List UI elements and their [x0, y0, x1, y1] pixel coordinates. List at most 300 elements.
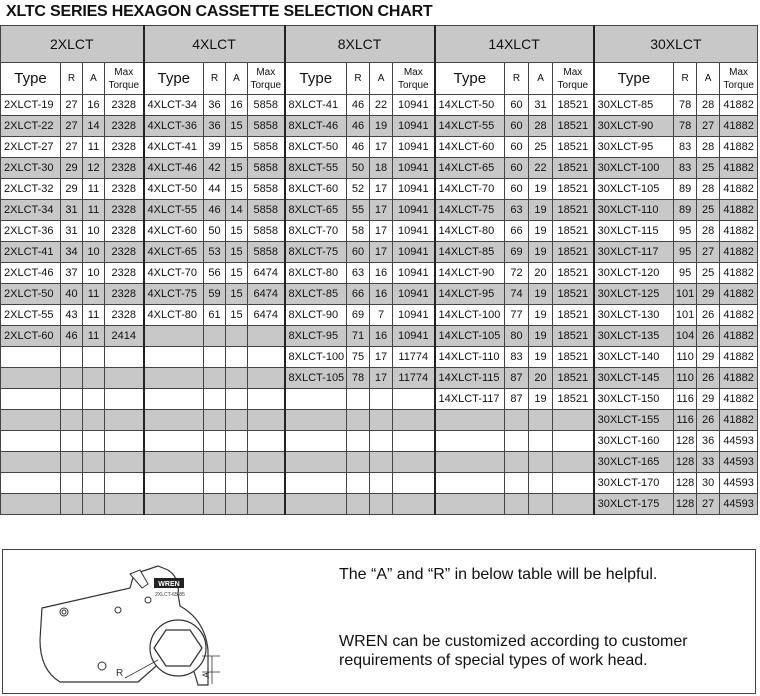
cell-max-torque [105, 389, 144, 410]
cell-max-torque: 18521 [553, 326, 594, 347]
cell-max-torque: 2328 [105, 263, 144, 284]
cell-a: 25 [697, 158, 720, 179]
cell-type [1, 494, 61, 515]
cell-max-torque: 5858 [248, 137, 285, 158]
cell-r: 31 [61, 200, 83, 221]
cell-max-torque: 18521 [553, 158, 594, 179]
cell-max-torque [393, 389, 435, 410]
cell-r [204, 494, 226, 515]
table-row [1, 494, 758, 515]
cell-type: 14XLCT-70 [435, 179, 505, 200]
cell-a [83, 347, 105, 368]
mount-hole-2 [62, 610, 66, 614]
cell-max-torque: 5858 [248, 179, 285, 200]
column-header-max-torque [105, 63, 144, 95]
cell-a: 15 [226, 242, 248, 263]
note-customization: WREN can be customized according to customer requirements of special types of work head. [339, 633, 688, 669]
cell-a: 16 [370, 284, 393, 305]
cell-a: 11 [83, 305, 105, 326]
cell-type: 2XLCT-22 [1, 116, 61, 137]
cell-r [61, 389, 83, 410]
cell-a: 10 [83, 242, 105, 263]
cell-a: 19 [370, 116, 393, 137]
cell-type: 14XLCT-100 [435, 305, 505, 326]
column-header-r: R [204, 63, 226, 95]
cell-a [370, 389, 393, 410]
column-header-max-label: Max [256, 66, 276, 78]
table-row [1, 347, 758, 368]
cell-r: 60 [347, 242, 370, 263]
cell-max-torque: 18521 [553, 389, 594, 410]
cell-type: 30XLCT-160 [594, 431, 674, 452]
cell-type: 14XLCT-95 [435, 284, 505, 305]
cell-r: 128 [674, 431, 697, 452]
cell-type: 2XLCT-55 [1, 305, 61, 326]
cell-a: 19 [529, 305, 553, 326]
table-row [1, 95, 758, 116]
cell-max-torque: 10941 [393, 158, 435, 179]
cell-r [61, 368, 83, 389]
cell-max-torque: 2328 [105, 284, 144, 305]
cell-type [144, 368, 204, 389]
cell-a: 17 [370, 221, 393, 242]
cell-max-torque: 2328 [105, 305, 144, 326]
column-header-torque-label: Torque [557, 79, 589, 91]
cell-r: 83 [505, 347, 529, 368]
dimension-a-label: A [201, 671, 211, 678]
part-number-text: 2XLCT-65-85 [155, 592, 185, 598]
cell-a [370, 473, 393, 494]
cell-r [347, 452, 370, 473]
cell-a: 25 [529, 137, 553, 158]
cell-r: 63 [505, 200, 529, 221]
cell-type: 2XLCT-27 [1, 137, 61, 158]
table-row [1, 179, 758, 200]
cell-a: 19 [529, 326, 553, 347]
cell-r: 87 [505, 368, 529, 389]
cell-type: 2XLCT-41 [1, 242, 61, 263]
cell-max-torque: 10941 [393, 305, 435, 326]
cell-max-torque [393, 410, 435, 431]
cell-max-torque: 41882 [720, 200, 758, 221]
cell-r: 110 [674, 347, 697, 368]
cell-type [1, 347, 61, 368]
cell-type [285, 410, 347, 431]
cell-r: 60 [505, 116, 529, 137]
cell-a [529, 452, 553, 473]
cell-max-torque: 41882 [720, 95, 758, 116]
cell-a: 11 [83, 326, 105, 347]
cell-max-torque [553, 494, 594, 515]
cell-type: 4XLCT-60 [144, 221, 204, 242]
cell-type: 30XLCT-155 [594, 410, 674, 431]
cell-max-torque [248, 494, 285, 515]
column-header-type: Type [594, 63, 674, 95]
cell-a: 15 [226, 158, 248, 179]
cell-max-torque: 18521 [553, 116, 594, 137]
cell-a: 7 [370, 305, 393, 326]
cell-r: 27 [61, 137, 83, 158]
cell-type [435, 473, 505, 494]
cell-r: 46 [347, 116, 370, 137]
cell-r [204, 452, 226, 473]
table-row [1, 137, 758, 158]
cell-a: 14 [83, 116, 105, 137]
cell-a [529, 494, 553, 515]
cell-type [1, 431, 61, 452]
mount-hole-5 [145, 597, 151, 603]
cell-type: 30XLCT-130 [594, 305, 674, 326]
cell-a: 17 [370, 179, 393, 200]
cell-a: 31 [529, 95, 553, 116]
cell-type: 4XLCT-41 [144, 137, 204, 158]
cell-r [347, 494, 370, 515]
cell-r [505, 494, 529, 515]
cell-a [370, 494, 393, 515]
cell-a: 19 [529, 242, 553, 263]
cell-a: 10 [83, 263, 105, 284]
cell-type: 30XLCT-120 [594, 263, 674, 284]
cell-a: 28 [697, 221, 720, 242]
cell-a [83, 473, 105, 494]
cell-type: 8XLCT-46 [285, 116, 347, 137]
cell-a: 20 [529, 368, 553, 389]
cell-max-torque: 5858 [248, 116, 285, 137]
cell-a: 17 [370, 368, 393, 389]
table-row [1, 284, 758, 305]
cell-a: 18 [370, 158, 393, 179]
cell-a [226, 473, 248, 494]
cell-r: 69 [505, 242, 529, 263]
cell-r: 95 [674, 263, 697, 284]
cell-r: 83 [674, 137, 697, 158]
cell-type: 30XLCT-90 [594, 116, 674, 137]
cell-a [226, 368, 248, 389]
mount-hole-3 [115, 607, 121, 613]
cell-type: 8XLCT-55 [285, 158, 347, 179]
cell-r: 27 [61, 116, 83, 137]
column-header-max-label: Max [729, 66, 749, 78]
cell-r: 75 [347, 347, 370, 368]
column-header-max-label: Max [114, 66, 134, 78]
group-header-4xlct: 4XLCT [144, 26, 285, 63]
cell-type [435, 452, 505, 473]
cell-r: 60 [505, 95, 529, 116]
cell-r [347, 473, 370, 494]
cell-r: 110 [674, 368, 697, 389]
table-row [1, 242, 758, 263]
cell-max-torque [393, 431, 435, 452]
column-header-torque-label: Torque [108, 79, 140, 91]
cell-r: 58 [347, 221, 370, 242]
cell-type [1, 452, 61, 473]
cell-max-torque: 10941 [393, 95, 435, 116]
cell-max-torque: 41882 [720, 137, 758, 158]
cell-type: 14XLCT-110 [435, 347, 505, 368]
cell-max-torque: 2328 [105, 95, 144, 116]
cell-a: 14 [226, 200, 248, 221]
cell-max-torque [105, 410, 144, 431]
cell-max-torque: 6474 [248, 284, 285, 305]
cell-max-torque: 18521 [553, 95, 594, 116]
cell-type: 2XLCT-19 [1, 95, 61, 116]
table-row [1, 116, 758, 137]
column-header-max-torque [248, 63, 285, 95]
cell-max-torque: 41882 [720, 158, 758, 179]
cell-a: 17 [370, 242, 393, 263]
cell-a: 15 [226, 221, 248, 242]
cell-r: 78 [674, 95, 697, 116]
cell-a: 15 [226, 305, 248, 326]
cell-r: 46 [61, 326, 83, 347]
cell-max-torque: 18521 [553, 179, 594, 200]
group-header-14xlct: 14XLCT [435, 26, 594, 63]
cell-max-torque: 18521 [553, 347, 594, 368]
cell-max-torque [105, 452, 144, 473]
cell-r [505, 452, 529, 473]
cell-max-torque: 18521 [553, 263, 594, 284]
cell-max-torque: 11774 [393, 368, 435, 389]
cell-max-torque [248, 452, 285, 473]
column-header-max-label: Max [563, 66, 583, 78]
cell-type: 14XLCT-55 [435, 116, 505, 137]
cell-r: 60 [505, 158, 529, 179]
table-row [1, 158, 758, 179]
cell-r [347, 431, 370, 452]
cell-type: 2XLCT-60 [1, 326, 61, 347]
cell-r [505, 431, 529, 452]
cell-max-torque [248, 368, 285, 389]
cell-max-torque [248, 431, 285, 452]
cell-max-torque: 41882 [720, 410, 758, 431]
cell-max-torque: 44593 [720, 473, 758, 494]
cell-a: 25 [697, 263, 720, 284]
cell-type: 14XLCT-60 [435, 137, 505, 158]
column-header-torque-label: Torque [398, 79, 429, 91]
cell-a: 27 [697, 242, 720, 263]
cell-a: 16 [370, 326, 393, 347]
cell-r: 40 [61, 284, 83, 305]
cell-type: 30XLCT-170 [594, 473, 674, 494]
cell-type: 8XLCT-105 [285, 368, 347, 389]
cell-r: 78 [674, 116, 697, 137]
table-row [1, 431, 758, 452]
cell-max-torque: 2328 [105, 179, 144, 200]
cell-r: 46 [347, 95, 370, 116]
cell-r [204, 368, 226, 389]
cell-a: 28 [697, 137, 720, 158]
cell-type [285, 431, 347, 452]
cell-max-torque: 2328 [105, 242, 144, 263]
cell-type [1, 389, 61, 410]
cell-max-torque [553, 431, 594, 452]
cell-type: 8XLCT-100 [285, 347, 347, 368]
cell-type: 8XLCT-41 [285, 95, 347, 116]
cell-max-torque [553, 452, 594, 473]
cell-r: 53 [204, 242, 226, 263]
cell-r: 69 [347, 305, 370, 326]
cell-max-torque [105, 473, 144, 494]
cell-max-torque [105, 494, 144, 515]
cell-r: 101 [674, 284, 697, 305]
cell-max-torque: 44593 [720, 494, 758, 515]
cell-a: 33 [697, 452, 720, 473]
dimension-r-label: R [116, 668, 124, 679]
cell-max-torque: 18521 [553, 137, 594, 158]
cell-a: 16 [226, 95, 248, 116]
column-header-max-torque [720, 63, 758, 95]
cell-type: 8XLCT-60 [285, 179, 347, 200]
cell-r: 29 [61, 179, 83, 200]
cell-max-torque: 10941 [393, 242, 435, 263]
cell-type: 30XLCT-85 [594, 95, 674, 116]
cell-type: 8XLCT-70 [285, 221, 347, 242]
cell-r: 66 [347, 284, 370, 305]
table-row [1, 452, 758, 473]
cell-max-torque: 10941 [393, 263, 435, 284]
cell-max-torque: 5858 [248, 200, 285, 221]
cell-a [370, 410, 393, 431]
cell-a: 25 [697, 200, 720, 221]
cell-max-torque: 10941 [393, 137, 435, 158]
cell-max-torque: 41882 [720, 242, 758, 263]
cell-r: 39 [204, 137, 226, 158]
cell-r: 37 [61, 263, 83, 284]
cell-r: 116 [674, 410, 697, 431]
cell-a: 15 [226, 116, 248, 137]
cell-r: 46 [347, 137, 370, 158]
cell-type: 8XLCT-65 [285, 200, 347, 221]
cell-type [144, 494, 204, 515]
cell-type: 30XLCT-175 [594, 494, 674, 515]
cell-max-torque [393, 452, 435, 473]
cell-type: 2XLCT-34 [1, 200, 61, 221]
cell-type: 4XLCT-65 [144, 242, 204, 263]
cell-max-torque: 18521 [553, 368, 594, 389]
cell-type: 4XLCT-55 [144, 200, 204, 221]
cell-max-torque: 10941 [393, 200, 435, 221]
cell-a: 15 [226, 179, 248, 200]
cell-r: 27 [61, 95, 83, 116]
cell-a: 28 [529, 116, 553, 137]
cell-r: 66 [505, 221, 529, 242]
cell-type: 30XLCT-117 [594, 242, 674, 263]
column-header-type: Type [144, 63, 204, 95]
table-row [1, 410, 758, 431]
cell-a [83, 431, 105, 452]
cell-type: 8XLCT-75 [285, 242, 347, 263]
cell-r [347, 410, 370, 431]
table-row [1, 326, 758, 347]
cell-r: 43 [61, 305, 83, 326]
mount-hole-4 [98, 662, 106, 670]
cell-a: 29 [697, 284, 720, 305]
cell-max-torque: 41882 [720, 347, 758, 368]
cell-max-torque: 2414 [105, 326, 144, 347]
cell-r: 77 [505, 305, 529, 326]
cell-a: 28 [697, 179, 720, 200]
cell-type: 30XLCT-115 [594, 221, 674, 242]
cell-type: 14XLCT-85 [435, 242, 505, 263]
cell-r: 31 [61, 221, 83, 242]
cell-r: 50 [347, 158, 370, 179]
cell-r: 101 [674, 305, 697, 326]
cell-a: 11 [83, 179, 105, 200]
cell-r [204, 410, 226, 431]
cell-a [226, 431, 248, 452]
cell-max-torque: 2328 [105, 158, 144, 179]
column-header-max-label: Max [403, 66, 423, 78]
cell-r [61, 494, 83, 515]
cell-type [144, 389, 204, 410]
cell-max-torque: 41882 [720, 221, 758, 242]
table-row [1, 305, 758, 326]
cell-max-torque: 2328 [105, 116, 144, 137]
cell-type: 14XLCT-75 [435, 200, 505, 221]
cell-r: 56 [204, 263, 226, 284]
cell-a: 26 [697, 368, 720, 389]
cell-r: 104 [674, 326, 697, 347]
cell-r [61, 431, 83, 452]
cell-a: 12 [83, 158, 105, 179]
cell-max-torque: 2328 [105, 200, 144, 221]
cell-type [144, 326, 204, 347]
cell-a [226, 389, 248, 410]
cell-type: 4XLCT-50 [144, 179, 204, 200]
cell-type [435, 431, 505, 452]
cell-r [347, 389, 370, 410]
cell-r: 89 [674, 179, 697, 200]
column-header-a: A [529, 63, 553, 95]
cell-max-torque [248, 389, 285, 410]
cell-a [83, 494, 105, 515]
cell-max-torque: 18521 [553, 305, 594, 326]
cell-r [61, 410, 83, 431]
cell-a: 26 [697, 305, 720, 326]
column-header-max-torque [393, 63, 435, 95]
cell-a: 19 [529, 221, 553, 242]
cell-r: 128 [674, 494, 697, 515]
cell-max-torque: 5858 [248, 242, 285, 263]
cell-type: 4XLCT-70 [144, 263, 204, 284]
cell-a: 22 [370, 95, 393, 116]
cell-type [144, 431, 204, 452]
cell-type: 30XLCT-135 [594, 326, 674, 347]
cell-type: 30XLCT-105 [594, 179, 674, 200]
cell-type: 4XLCT-36 [144, 116, 204, 137]
cell-type [144, 347, 204, 368]
cell-max-torque [248, 473, 285, 494]
group-header-30xlct: 30XLCT [594, 26, 758, 63]
cell-r [61, 473, 83, 494]
cell-r: 128 [674, 452, 697, 473]
column-header-row [1, 63, 758, 95]
cell-r: 95 [674, 221, 697, 242]
cell-r: 95 [674, 242, 697, 263]
cell-r [61, 347, 83, 368]
cell-r: 78 [347, 368, 370, 389]
cell-max-torque: 18521 [553, 284, 594, 305]
cell-r: 61 [204, 305, 226, 326]
cell-max-torque: 10941 [393, 326, 435, 347]
cell-r: 34 [61, 242, 83, 263]
cell-max-torque [393, 473, 435, 494]
table-row [1, 473, 758, 494]
cell-type [144, 452, 204, 473]
cell-a: 30 [697, 473, 720, 494]
cell-a: 17 [370, 200, 393, 221]
cell-r: 50 [204, 221, 226, 242]
